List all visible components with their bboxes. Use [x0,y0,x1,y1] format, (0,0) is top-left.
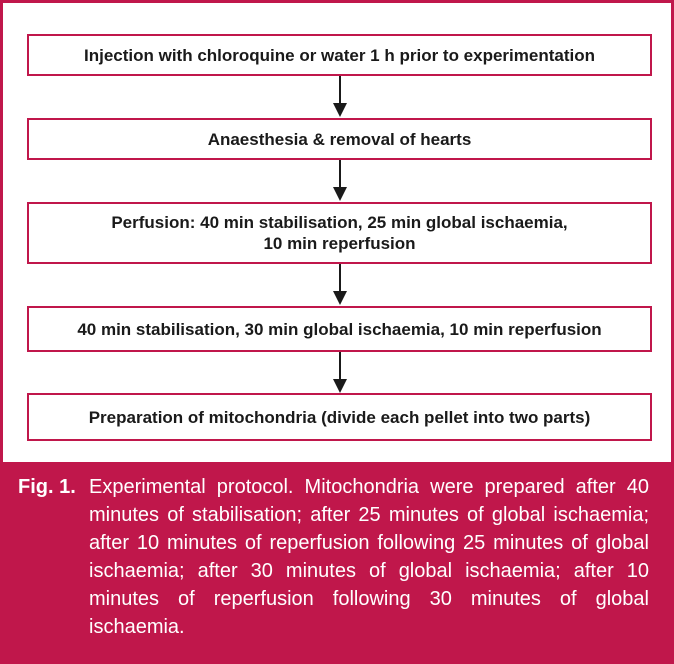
step-injection [27,34,652,76]
step-anaesthesia [27,118,652,160]
step-mitochondria-text: Preparation of mitochondria (divide each pellet into two parts) [88,407,591,427]
caption-label: Fig. 1. [18,476,76,498]
step-stabilisation-30 [27,306,652,352]
step-perfusion-text-line2: 10 min reperfusion [263,234,416,253]
step-perfusion-text-line1: Perfusion: 40 min stabilisation, 25 min global ischaemia, [111,213,568,232]
step-mitochondria [27,393,652,441]
step-perfusion [27,202,652,264]
figure-caption [0,462,674,664]
step-injection-text: Injection with chloroquine or water 1 h prior to experimentation [84,45,595,65]
caption-text: Experimental protocol. Mitochondria were prepared after 40 minutes of stabilisation; after 25 minutes of global ischaemia; after 10 minutes of reperfusion following 25 minutes of global ischaemia; after 30 minutes of global ischaemia; after 10 minutes of reperfusion following 30 minutes of global ischaemia. [89,476,649,638]
step-stabilisation-30-text: 40 min stabilisation, 30 min global ischaemia, 10 min reperfusion [77,319,602,339]
step-anaesthesia-text: Anaesthesia & removal of hearts [207,129,472,149]
